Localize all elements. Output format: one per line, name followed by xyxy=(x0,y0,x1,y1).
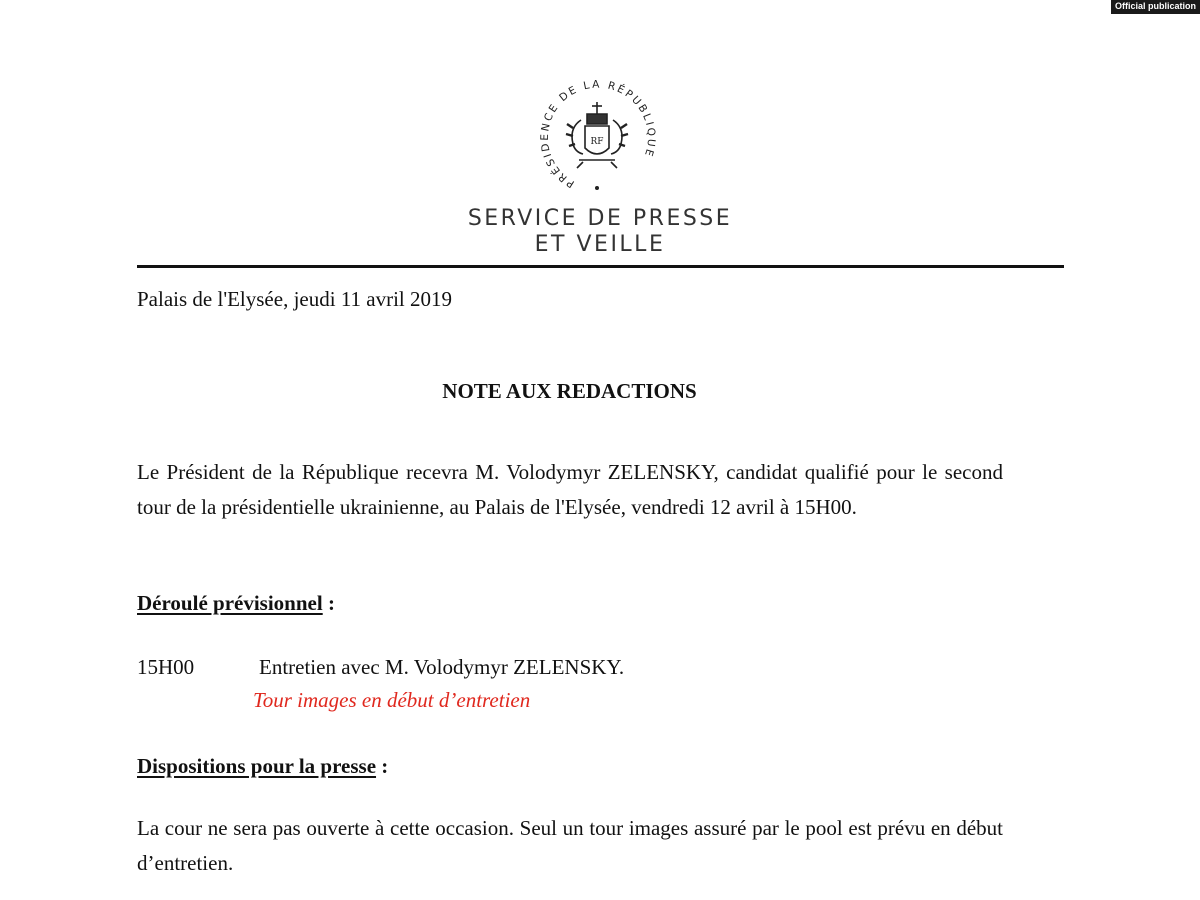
service-line-1: SERVICE DE PRESSE xyxy=(467,206,733,231)
service-line-2: ET VEILLE xyxy=(534,232,666,257)
schedule-heading-colon: : xyxy=(322,591,335,615)
press-heading-label: Dispositions pour la presse xyxy=(137,754,377,778)
schedule-event: Entretien avec M. Volodymyr ZELENSKY. xyxy=(259,655,625,679)
schedule-event-note: Tour images en début d’entretien xyxy=(253,688,531,712)
svg-text:PRÉSIDENCE DE LA RÉPUBLIQUE xyxy=(539,79,657,190)
official-publication-badge: Official publication xyxy=(1111,0,1200,14)
crest-monogram: RF xyxy=(590,137,604,147)
presidency-seal-logo xyxy=(529,72,669,200)
header-divider xyxy=(137,265,1064,268)
press-service-title xyxy=(380,206,820,258)
schedule-heading xyxy=(137,586,335,621)
schedule-heading-label: Déroulé prévisionnel xyxy=(137,591,323,615)
document-title: NOTE AUX REDACTIONS xyxy=(442,379,697,403)
press-heading-colon: : xyxy=(376,754,389,778)
intro-paragraph: Le Président de la République recevra M. Volodymyr ZELENSKY, candidat qualifié pour le second tour de la présidentielle ukrainienne, au Palais de l'Elysée, vendredi 12 avril à 15H00. xyxy=(137,460,1003,519)
dateline: Palais de l'Elysée, jeudi 11 avril 2019 xyxy=(137,287,453,311)
schedule-time: 15H00 xyxy=(137,655,195,679)
seal-ring-text: PRÉSIDENCE DE LA RÉPUBLIQUE xyxy=(538,78,658,190)
press-paragraph: La cour ne sera pas ouverte à cette occasion. Seul un tour images assuré par le pool est prévu en début d’entretien. xyxy=(137,816,1003,875)
press-heading xyxy=(137,749,388,784)
crest-icon xyxy=(566,102,628,168)
